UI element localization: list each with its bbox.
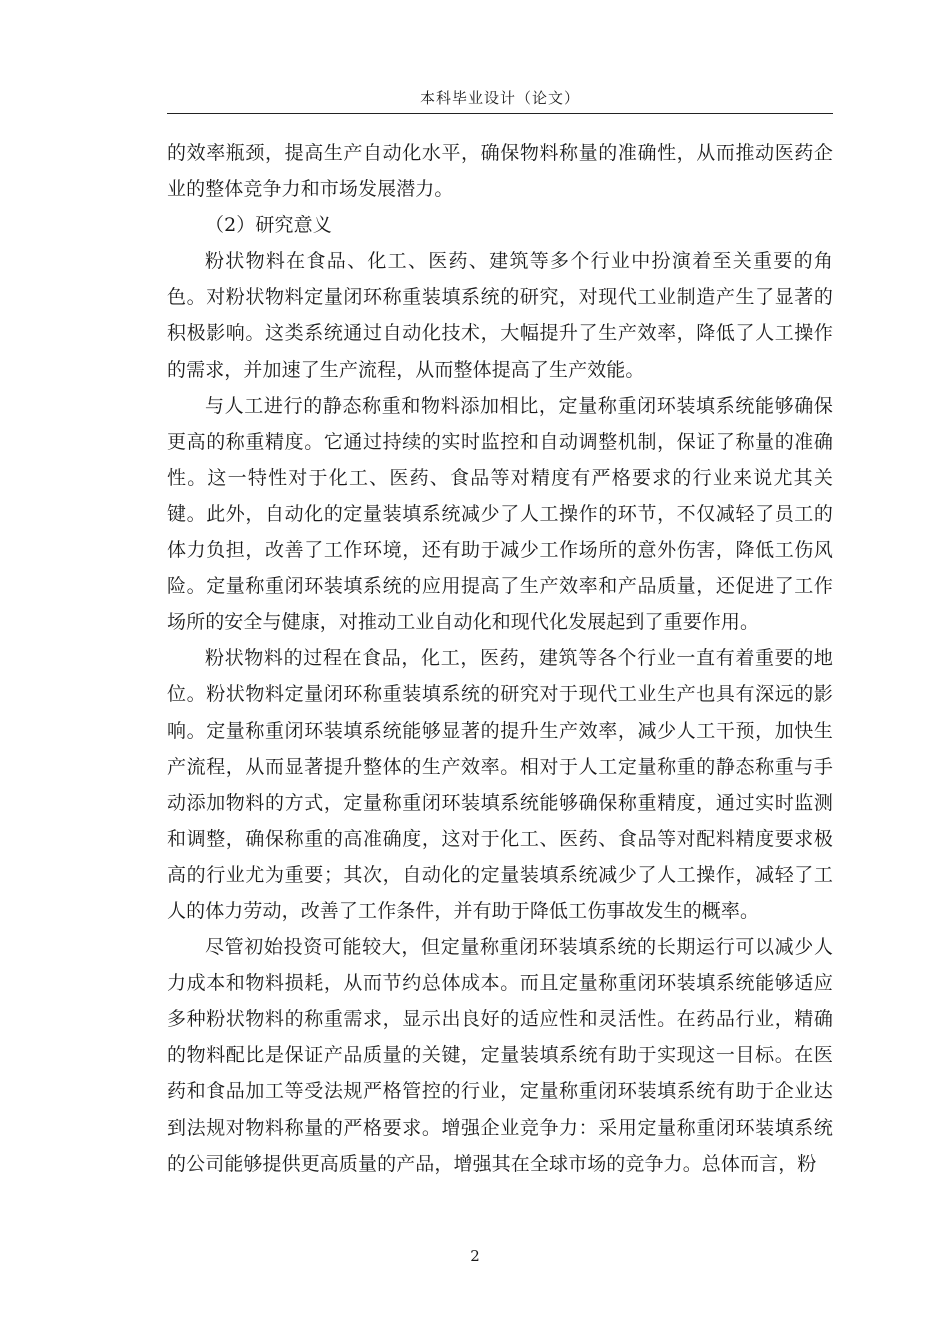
paragraph: 粉状物料在食品、化工、医药、建筑等多个行业中扮演着至关重要的角色。对粉状物料定量闭环称重装填系统的研究，对现代工业制造产生了显著的积极影响。这类系统通过自动化技术，大幅提升了生产效率，降低了人工操作的需求，并加速了生产流程，从而整体提高了生产效能。: [167, 250, 833, 381]
section-heading: （2）研究意义: [205, 214, 332, 237]
body-text: [167, 135, 833, 1182]
paragraph: 粉状物料的过程在食品，化工，医药，建筑等各个行业一直有着重要的地位。粉状物料定量闭环称重装填系统的研究对于现代工业生产也具有深远的影响。定量称重闭环装填系统能够显著的提升生产效率，减少人工干预，加快生产流程，从而显著提升整体的生产效率。相对于人工定量称重的静态称重与手动添加物料的方式，定量称重闭环装填系统能够确保称重精度，通过实时监测和调整，确保称重的高准确度，这对于化工、医药、食品等对配料精度要求极高的行业尤为重要；其次，自动化的定量装填系统减少了人工操作，减轻了工人的体力劳动，改善了工作条件，并有助于降低工伤事故发生的概率。: [167, 647, 833, 922]
paragraph-continuation: 的效率瓶颈，提高生产自动化水平，确保物料称量的准确性，从而推动医药企业的整体竞争力和市场发展潜力。: [167, 142, 833, 201]
paragraph: 尽管初始投资可能较大，但定量称重闭环装填系统的长期运行可以减少人力成本和物料损耗，从而节约总体成本。而且定量称重闭环装填系统能够适应多种粉状物料的称重需求，显示出良好的适应性和灵活性。在药品行业，精确的物料配比是保证产品质量的关键，定量装填系统有助于实现这一目标。在医药和食品加工等受法规严格管控的行业，定量称重闭环装填系统有助于企业达到法规对物料称量的严格要求。增强企业竞争力：采用定量称重闭环装填系统的公司能够提供更高质量的产品，增强其在全球市场的竞争力。总体而言，粉: [167, 936, 833, 1175]
header-divider: [167, 113, 833, 114]
page-number: 2: [470, 1247, 480, 1265]
running-header: 本科毕业设计（论文）: [419, 89, 580, 107]
paragraph: 与人工进行的静态称重和物料添加相比，定量称重闭环装填系统能够确保更高的称重精度。它通过持续的实时监控和自动调整机制，保证了称量的准确性。这一特性对于化工、医药、食品等对精度有严格要求的行业来说尤其关键。此外，自动化的定量装填系统减少了人工操作的环节，不仅减轻了员工的体力负担，改善了工作环境，还有助于减少工作场所的意外伤害，降低工伤风险。定量称重闭环装填系统的应用提高了生产效率和产品质量，还促进了工作场所的安全与健康，对推动工业自动化和现代化发展起到了重要作用。: [167, 394, 833, 634]
